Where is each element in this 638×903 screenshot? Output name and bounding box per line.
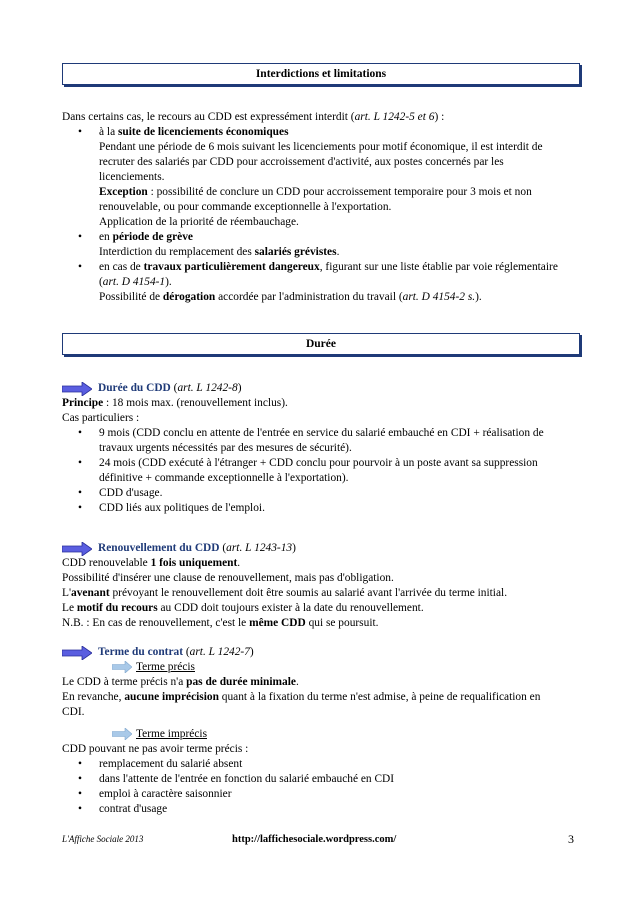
paragraph: Possibilité d'insérer une clause de renouvellement, mais pas d'obligation. — [62, 572, 394, 584]
paragraph: L'avenant prévoyant le renouvellement doit être soumis au salarié avant l'arrivée du terme initial. — [62, 587, 508, 599]
bullet: • — [78, 758, 82, 770]
arrow-right-icon — [62, 646, 92, 660]
paragraph: En revanche, aucune imprécision quant à la fixation du terme n'est admise, à peine de requalification en — [62, 691, 541, 703]
footer-left: L'Affiche Sociale 2013 — [62, 834, 144, 844]
subheading: Terme précis — [136, 661, 195, 673]
arrow-right-icon — [62, 542, 92, 556]
text-line: Interdiction du remplacement des salariés grévistes. — [99, 246, 340, 258]
text-line: Exception : possibilité de conclure un CDD pour accroissement temporaire pour 3 mois et non — [99, 186, 532, 198]
bullet: • — [78, 788, 82, 800]
paragraph: Le motif du recours au CDD doit toujours exister à la date du renouvellement. — [62, 602, 424, 614]
paragraph: CDD pouvant ne pas avoir terme précis : — [62, 743, 249, 755]
text-line: licenciements. — [99, 171, 165, 183]
section-header-label: Durée — [305, 338, 336, 350]
list-item: 24 mois (CDD exécuté à l'étranger + CDD conclu pour pourvoir à un poste avant sa suppression — [99, 457, 538, 469]
list-item: remplacement du salarié absent — [99, 758, 243, 770]
text-line: travaux urgents nécessités par des mesures de sécurité). — [99, 442, 352, 454]
paragraph: N.B. : En cas de renouvellement, c'est le même CDD qui se poursuit. — [62, 617, 379, 629]
page-number: 3 — [568, 832, 574, 846]
bullet: • — [78, 457, 82, 469]
bullet: • — [78, 502, 82, 514]
bullet: • — [78, 126, 82, 138]
paragraph: Le CDD à terme précis n'a pas de durée minimale. — [62, 676, 299, 688]
text-line: Pendant une période de 6 mois suivant les licenciements pour motif économique, il est interdit de — [99, 141, 543, 153]
text-line: définitive + commande exceptionnelle à l'exportation). — [99, 472, 349, 484]
arrow-right-icon — [62, 382, 92, 396]
list-item: 9 mois (CDD conclu en attente de l'entrée en service du salarié embauché en CDI + réalisation de — [99, 427, 544, 439]
subsection-title: Durée du CDD (art. L 1242-8) — [98, 382, 242, 394]
list-item: à la suite de licenciements économiques — [99, 126, 289, 138]
list-item: CDD d'usage. — [99, 487, 163, 499]
bullet: • — [78, 487, 82, 499]
text-line: (art. D 4154-1). — [99, 276, 172, 288]
bullet: • — [78, 231, 82, 243]
subsection-title: Renouvellement du CDD (art. L 1243-13) — [98, 542, 296, 554]
paragraph: Principe : 18 mois max. (renouvellement inclus). — [62, 397, 288, 409]
list-item: dans l'attente de l'entrée en fonction du salarié embauché en CDI — [99, 773, 395, 785]
paragraph: CDI. — [62, 706, 85, 718]
section-header-label: Interdictions et limitations — [255, 68, 387, 80]
text-line: recruter des salariés par CDD pour accroissement d'activité, aux postes concernés par les — [99, 156, 504, 168]
text-line: renouvelable, ou pour commande exceptionnelle à l'exportation. — [99, 201, 392, 213]
footer-url[interactable]: http://laffichesociale.wordpress.com/ — [232, 834, 397, 845]
section-header-duree — [62, 333, 580, 355]
paragraph: CDD renouvelable 1 fois uniquement. — [62, 557, 241, 569]
list-item: emploi à caractère saisonnier — [99, 788, 232, 800]
subheading: Terme imprécis — [136, 728, 207, 740]
list-item: CDD liés aux politiques de l'emploi. — [99, 502, 265, 514]
list-item: en période de grève — [99, 231, 193, 243]
arrow-right-icon — [112, 728, 132, 740]
paragraph: Cas particuliers : — [62, 412, 140, 424]
arrow-right-icon — [112, 661, 132, 673]
bullet: • — [78, 773, 82, 785]
list-item: en cas de travaux particulièrement dangereux, figurant sur une liste établie par voie réglementaire — [99, 261, 558, 273]
paragraph: Dans certains cas, le recours au CDD est expressément interdit (art. L 1242-5 et 6) : — [62, 111, 445, 123]
bullet: • — [78, 803, 82, 815]
subsection-title: Terme du contrat (art. L 1242-7) — [98, 646, 254, 658]
bullet: • — [78, 427, 82, 439]
text-line: Possibilité de dérogation accordée par l'administration du travail (art. D 4154-2 s.). — [99, 291, 482, 303]
bullet: • — [78, 261, 82, 273]
list-item: contrat d'usage — [99, 803, 168, 815]
section-header-interdictions — [62, 63, 580, 85]
text-line: Application de la priorité de réembauchage. — [99, 216, 299, 228]
